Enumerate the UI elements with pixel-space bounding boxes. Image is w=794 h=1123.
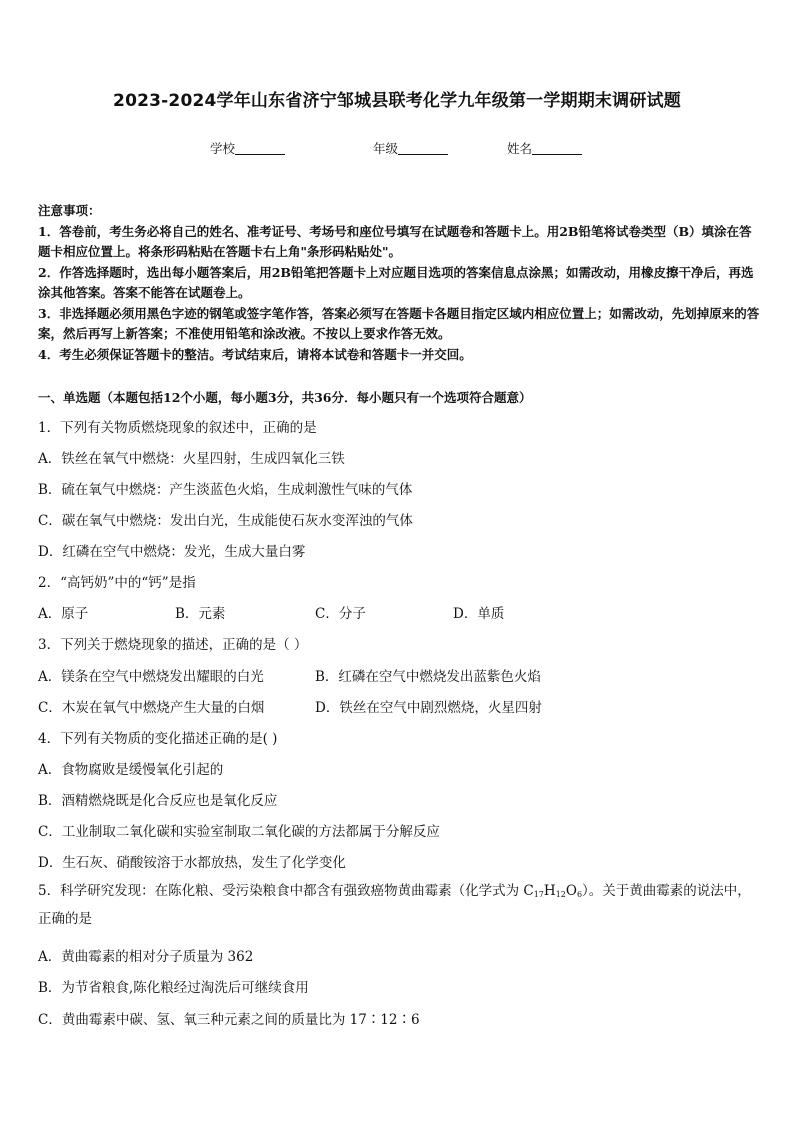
q4-option-a[interactable]: A．食物腐败是缓慢氧化引起的 (38, 762, 224, 778)
q3-option-c[interactable]: C．木炭在氧气中燃烧产生大量的白烟 (38, 700, 265, 716)
grade-label: 年级 (373, 141, 399, 156)
q1-stem: 1．下列有关物质燃烧现象的叙述中，正确的是 (38, 420, 317, 436)
q2-option-a[interactable]: A．原子 (38, 606, 89, 622)
name-field (507, 139, 582, 157)
notice-item-3: 3．非选择题必须用黑色字迹的钢笔或签字笔作答，答案必须写在答题卡各题目指定区域内相应位置上；如需改动，先划掉原来的答案，然后再写上新答案；不准使用铅笔和涂改液。不按以上要求作答无效。 (38, 305, 760, 341)
section-heading: 一、单选题（本题包括12个小题，每小题3分，共36分．每小题只有一个选项符合题意） (38, 390, 532, 405)
q2-option-d[interactable]: D．单质 (453, 606, 505, 622)
q5-stem (38, 879, 760, 932)
notice-block (38, 201, 760, 365)
q4-option-b[interactable]: B．酒精燃烧既是化合反应也是氧化反应 (38, 793, 278, 809)
school-field (210, 139, 285, 157)
q5-option-b[interactable]: B．为节省粮食,陈化粮经过淘洗后可继续食用 (38, 980, 309, 996)
q3-option-a[interactable]: A．镁条在空气中燃烧发出耀眼的白光 (38, 669, 264, 685)
q5-option-a[interactable]: A．黄曲霉素的相对分子质量为 362 (38, 949, 254, 965)
q3-option-d[interactable]: D．铁丝在空气中剧烈燃烧，火星四射 (315, 700, 542, 716)
name-label: 姓名 (507, 141, 533, 156)
q1-option-c[interactable]: C．碳在氧气中燃烧：发出白光，生成能使石灰水变浑浊的气体 (38, 513, 413, 529)
q1-option-a[interactable]: A．铁丝在氧气中燃烧：火星四射，生成四氧化三铁 (38, 451, 345, 467)
q5-formula-sub-c: 17 (533, 890, 544, 899)
notice-item-4: 4．考生必须保证答题卡的整洁。考试结束后，请将本试卷和答题卡一并交回。 (38, 346, 472, 362)
school-blank[interactable] (235, 142, 285, 155)
school-label: 学校 (210, 141, 236, 156)
grade-blank[interactable] (398, 142, 448, 155)
notice-item-2: 2．作答选择题时，选出每小题答案后，用2B铅笔把答题卡上对应题目选项的答案信息点涂黑；如需改动，用橡皮擦干净后，再选涂其他答案。答案不能答在试题卷上。 (38, 264, 754, 300)
q3-option-b[interactable]: B．红磷在空气中燃烧发出蓝紫色火焰 (315, 669, 541, 685)
q5-stem-tail: ）。关于黄曲霉素的说法中，正确的是 (38, 883, 751, 927)
q2-option-c[interactable]: C．分子 (315, 606, 366, 622)
q5-formula-h: H (543, 883, 556, 899)
q5-formula-sub-h: 12 (555, 890, 566, 899)
q5-stem-text: 5．科学研究发现：在陈化粮、受污染粮食中都含有强致癌物黄曲霉素（化学式为 C (38, 883, 534, 899)
q5-formula-sub-o: 6 (576, 890, 583, 899)
q1-option-d[interactable]: D．红磷在空气中燃烧：发光，生成大量白雾 (38, 544, 306, 560)
name-blank[interactable] (532, 142, 582, 155)
q4-stem: 4．下列有关物质的变化描述正确的是( ) (38, 731, 278, 747)
q2-option-b[interactable]: B．元素 (175, 606, 226, 622)
q2-stem: 2．“高钙奶”中的“钙”是指 (38, 575, 196, 591)
q3-stem: 3．下列关于燃烧现象的描述，正确的是（ ） (38, 637, 308, 653)
q4-option-d[interactable]: D．生石灰、硝酸铵溶于水都放热，发生了化学变化 (38, 855, 346, 871)
q5-option-c[interactable]: C．黄曲霉素中碳、氢、氧三种元素之间的质量比为 17∶12∶6 (38, 1012, 420, 1028)
grade-field (373, 139, 448, 157)
q5-formula-o: O (565, 883, 577, 899)
q1-option-b[interactable]: B．硫在氧气中燃烧：产生淡蓝色火焰，生成刺激性气味的气体 (38, 482, 413, 498)
notice-heading: 注意事项： (38, 203, 101, 218)
q4-option-c[interactable]: C．工业制取二氧化碳和实验室制取二氧化碳的方法都属于分解反应 (38, 824, 440, 840)
page-title: 2023-2024学年山东省济宁邹城县联考化学九年级第一学期期末调研试题 (113, 91, 681, 111)
notice-item-1: 1．答卷前，考生务必将自己的姓名、准考证号、考场号和座位号填写在试题卷和答题卡上。用2B铅笔将试卷类型（B）填涂在答题卡相应位置上。将条形码粘贴在答题卡右上角"条形码粘贴处"。 (38, 223, 752, 259)
